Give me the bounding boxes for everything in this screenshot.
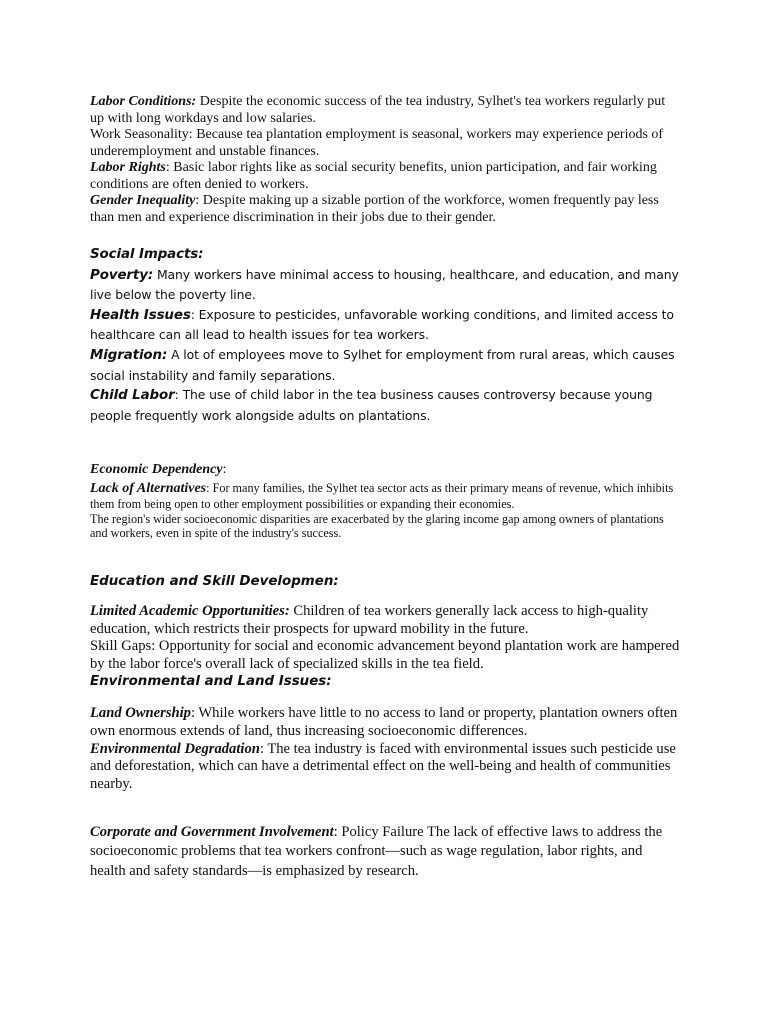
- environmental-degradation-text: : The tea industry is faced with environmental issues such pesticide use and deforestation, which can have a detrimental effect on the well-being and health of communities nearby.: [90, 740, 676, 793]
- health-issues-paragraph: [90, 305, 680, 345]
- child-labor-paragraph: [90, 385, 680, 425]
- corporate-label: Corporate and Government Involvement: [90, 824, 334, 840]
- gender-inequality-paragraph: [90, 193, 680, 226]
- income-disparity-paragraph: The region's wider socioeconomic disparities are exacerbated by the glaring income gap among owners of plantations and workers, even in spite of the industry's success.: [90, 511, 664, 541]
- environment-heading: Environmental and Land Issues:: [90, 674, 332, 690]
- lack-of-alternatives-text: : For many families, the Sylhet tea sector acts as their primary means of revenue, which inhibits them from being open to other employment possibilities or expanding their economies.: [90, 481, 674, 511]
- health-issues-label: Health Issues: [90, 307, 191, 323]
- education-section: [90, 603, 680, 691]
- environment-section: [90, 705, 680, 794]
- land-ownership-label: Land Ownership: [90, 705, 191, 721]
- land-ownership-paragraph: [90, 705, 680, 741]
- education-heading: Education and Skill Developmen:: [90, 574, 339, 589]
- labor-rights-label: Labor Rights: [90, 160, 166, 175]
- child-labor-text: : The use of child labor in the tea business causes controversy because young people frequently work alongside adults on plantations.: [90, 387, 653, 423]
- migration-label: Migration:: [90, 347, 168, 363]
- poverty-label: Poverty:: [90, 267, 154, 283]
- gender-inequality-text: : Despite making up a sizable portion of the workforce, women frequently pay less than men and experience discrimination in their jobs due to their gender.: [90, 193, 659, 225]
- labor-conditions-text: Despite the economic success of the tea industry, Sylhet's tea workers regularly put up with long workdays and low salaries.: [90, 94, 666, 126]
- labor-rights-paragraph: [90, 160, 680, 193]
- labor-rights-text: : Basic labor rights like as social security benefits, union participation, and fair working conditions are often denied to workers.: [90, 160, 657, 192]
- economic-dependency-heading-colon: :: [222, 462, 227, 477]
- poverty-text: Many workers have minimal access to housing, healthcare, and education, and many live below the poverty line.: [90, 266, 679, 303]
- child-labor-label: Child Labor: [90, 388, 175, 404]
- poverty-paragraph: [90, 265, 680, 305]
- corporate-section: [90, 823, 680, 881]
- gender-inequality-label: Gender Inequality: [90, 193, 196, 208]
- lack-of-alternatives-paragraph: [90, 481, 680, 512]
- economic-dependency-heading: [90, 461, 680, 479]
- labor-section: [90, 94, 680, 226]
- skill-gaps-paragraph: Skill Gaps: Opportunity for social and economic advancement beyond plantation work are hampered by the labor force's overall lack of specialized skills in the tea field.: [90, 638, 680, 672]
- social-impacts-heading: Social Impacts:: [90, 247, 204, 262]
- environmental-degradation-paragraph: [90, 741, 680, 794]
- academic-opportunities-paragraph: [90, 603, 680, 638]
- economic-dependency-heading-text: Economic Dependency: [90, 462, 223, 477]
- academic-opportunities-label: Limited Academic Opportunities:: [90, 603, 290, 619]
- labor-conditions-paragraph: [90, 94, 680, 127]
- labor-conditions-label: Labor Conditions:: [90, 94, 197, 109]
- economic-dependency-section: [90, 461, 680, 541]
- corporate-paragraph: [90, 823, 680, 881]
- environmental-degradation-label: Environmental Degradation: [90, 740, 260, 757]
- work-seasonality-paragraph: Work Seasonality: Because tea plantation employment is seasonal, workers may experience periods of underemployment and unstable finances.: [90, 127, 664, 159]
- migration-text: A lot of employees move to Sylhet for employment from rural areas, which causes social instability and family separations.: [90, 346, 675, 383]
- health-issues-text: : Exposure to pesticides, unfavorable working conditions, and limited access to healthcare can all lead to health issues for tea workers.: [90, 306, 674, 343]
- academic-opportunities-text: Children of tea workers generally lack access to high-quality education, which restricts their prospects for upward mobility in the future.: [90, 603, 649, 637]
- migration-paragraph: [90, 345, 680, 385]
- lack-of-alternatives-label: Lack of Alternatives: [90, 481, 207, 496]
- corporate-text: : Policy Failure The lack of effective laws to address the socioeconomic problems that tea workers confront—such as wage regulation, labor rights, and health and safety standards—is emphasized by research.: [90, 824, 663, 879]
- social-impacts-section: [90, 245, 680, 425]
- land-ownership-text: : While workers have little to no access to land or property, plantation owners often own enormous extends of land, thus increasing socioeconomic differences.: [90, 705, 678, 739]
